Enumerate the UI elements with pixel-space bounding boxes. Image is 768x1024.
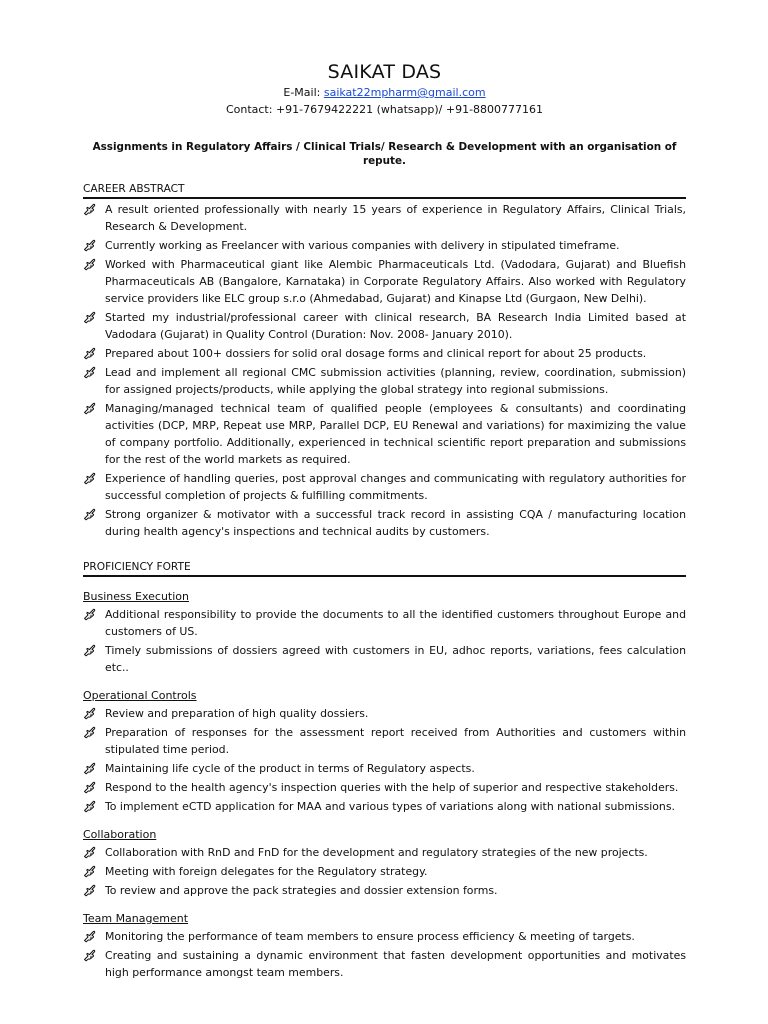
list-item: Meeting with foreign delegates for the Regulatory strategy.	[83, 863, 686, 880]
list-item: Lead and implement all regional CMC submission activities (planning, review, coordination, submission) for assigned projects/products, while applying the global strategy into regional submissions.	[83, 364, 686, 398]
list-item: Timely submissions of dossiers agreed with customers in EU, adhoc reports, variations, fees calculation etc..	[83, 642, 686, 676]
subheading-team-management: Team Management	[83, 912, 189, 925]
list-item: A result oriented professionally with nearly 15 years of experience in Regulatory Affairs, Clinical Trials, Research & Development.	[83, 201, 686, 235]
list-item: Worked with Pharmaceutical giant like Alembic Pharmaceuticals Ltd. (Vadodara, Gujarat) and Bluefish Pharmaceuticals AB (Bangalore, Karnataka) in Corporate Regulatory Affairs. Also worked with Regulatory service providers like ELC group s.r.o (Ahmedabad, Gujarat) and Kinapse Ltd (Gurgaon, New Delhi).	[83, 256, 686, 307]
email-link[interactable]: saikat22mpharm@gmail.com	[323, 86, 486, 99]
list-item: Maintaining life cycle of the product in terms of Regulatory aspects.	[83, 760, 686, 777]
business-execution-list	[83, 606, 686, 676]
section-proficiency-heading: PROFICIENCY FORTE	[83, 560, 686, 577]
pointing-hand-icon	[83, 401, 97, 415]
pointing-hand-icon	[83, 864, 97, 878]
list-item: Prepared about 100+ dossiers for solid oral dosage forms and clinical report for about 25 products.	[83, 345, 686, 362]
pointing-hand-icon	[83, 257, 97, 271]
pointing-hand-icon	[83, 799, 97, 813]
list-item: Respond to the health agency's inspection queries with the help of superior and respective stakeholders.	[83, 779, 686, 796]
list-item: Collaboration with RnD and FnD for the development and regulatory strategies of the new projects.	[83, 844, 686, 861]
pointing-hand-icon	[83, 202, 97, 216]
list-item: To implement eCTD application for MAA and various types of variations along with national submissions.	[83, 798, 686, 815]
list-item: Currently working as Freelancer with various companies with delivery in stipulated timeframe.	[83, 237, 686, 254]
list-item: Strong organizer & motivator with a successful track record in assisting CQA / manufacturing location during health agency's inspections and technical audits by customers.	[83, 506, 686, 540]
list-item: Managing/managed technical team of qualified people (employees & consultants) and coordinating activities (DCP, MRP, Repeat use MRP, Parallel DCP, EU Renewal and variations) for maximizing the value of company portfolio. Additionally, experienced in technical scientific report preparation and submissions for the rest of the world markets as required.	[83, 400, 686, 468]
pointing-hand-icon	[83, 365, 97, 379]
team-management-list	[83, 928, 686, 981]
pointing-hand-icon	[83, 346, 97, 360]
list-item: Preparation of responses for the assessment report received from Authorities and customers within stipulated time period.	[83, 724, 686, 758]
pointing-hand-icon	[83, 845, 97, 859]
pointing-hand-icon	[83, 607, 97, 621]
list-item: Started my industrial/professional career with clinical research, BA Research India Limited based at Vadodara (Gujarat) in Quality Control (Duration: Nov. 2008- January 2010).	[83, 309, 686, 343]
pointing-hand-icon	[83, 471, 97, 485]
operational-controls-list	[83, 705, 686, 815]
list-item: Review and preparation of high quality dossiers.	[83, 705, 686, 722]
pointing-hand-icon	[83, 507, 97, 521]
resume-page	[83, 0, 686, 981]
pointing-hand-icon	[83, 643, 97, 657]
pointing-hand-icon	[83, 948, 97, 962]
pointing-hand-icon	[83, 706, 97, 720]
pointing-hand-icon	[83, 929, 97, 943]
pointing-hand-icon	[83, 780, 97, 794]
list-item: Monitoring the performance of team members to ensure process efficiency & meeting of targets.	[83, 928, 686, 945]
pointing-hand-icon	[83, 761, 97, 775]
contact-line: Contact: +91-7679422221 (whatsapp)/ +91-8800777161	[225, 103, 544, 116]
list-item: Additional responsibility to provide the documents to all the identified customers throughout Europe and customers of US.	[83, 606, 686, 640]
pointing-hand-icon	[83, 310, 97, 324]
collaboration-list	[83, 844, 686, 899]
email-line	[83, 84, 686, 101]
pointing-hand-icon	[83, 725, 97, 739]
career-abstract-list	[83, 201, 686, 540]
candidate-name: SAIKAT DAS	[327, 61, 442, 83]
section-career-abstract-heading: CAREER ABSTRACT	[83, 182, 686, 199]
subheading-collaboration: Collaboration	[83, 828, 157, 841]
pointing-hand-icon	[83, 883, 97, 897]
list-item: Experience of handling queries, post approval changes and communicating with regulatory authorities for successful completion of projects & fulfilling commitments.	[83, 470, 686, 504]
subheading-operational-controls: Operational Controls	[83, 689, 197, 702]
email-label: E-Mail:	[283, 86, 324, 99]
career-objective: Assignments in Regulatory Affairs / Clinical Trials/ Research & Development with an organisation of repute.	[92, 141, 677, 167]
list-item: Creating and sustaining a dynamic environment that fasten development opportunities and motivates high performance amongst team members.	[83, 947, 686, 981]
list-item: To review and approve the pack strategies and dossier extension forms.	[83, 882, 686, 899]
subheading-business-execution: Business Execution	[83, 590, 189, 603]
pointing-hand-icon	[83, 238, 97, 252]
